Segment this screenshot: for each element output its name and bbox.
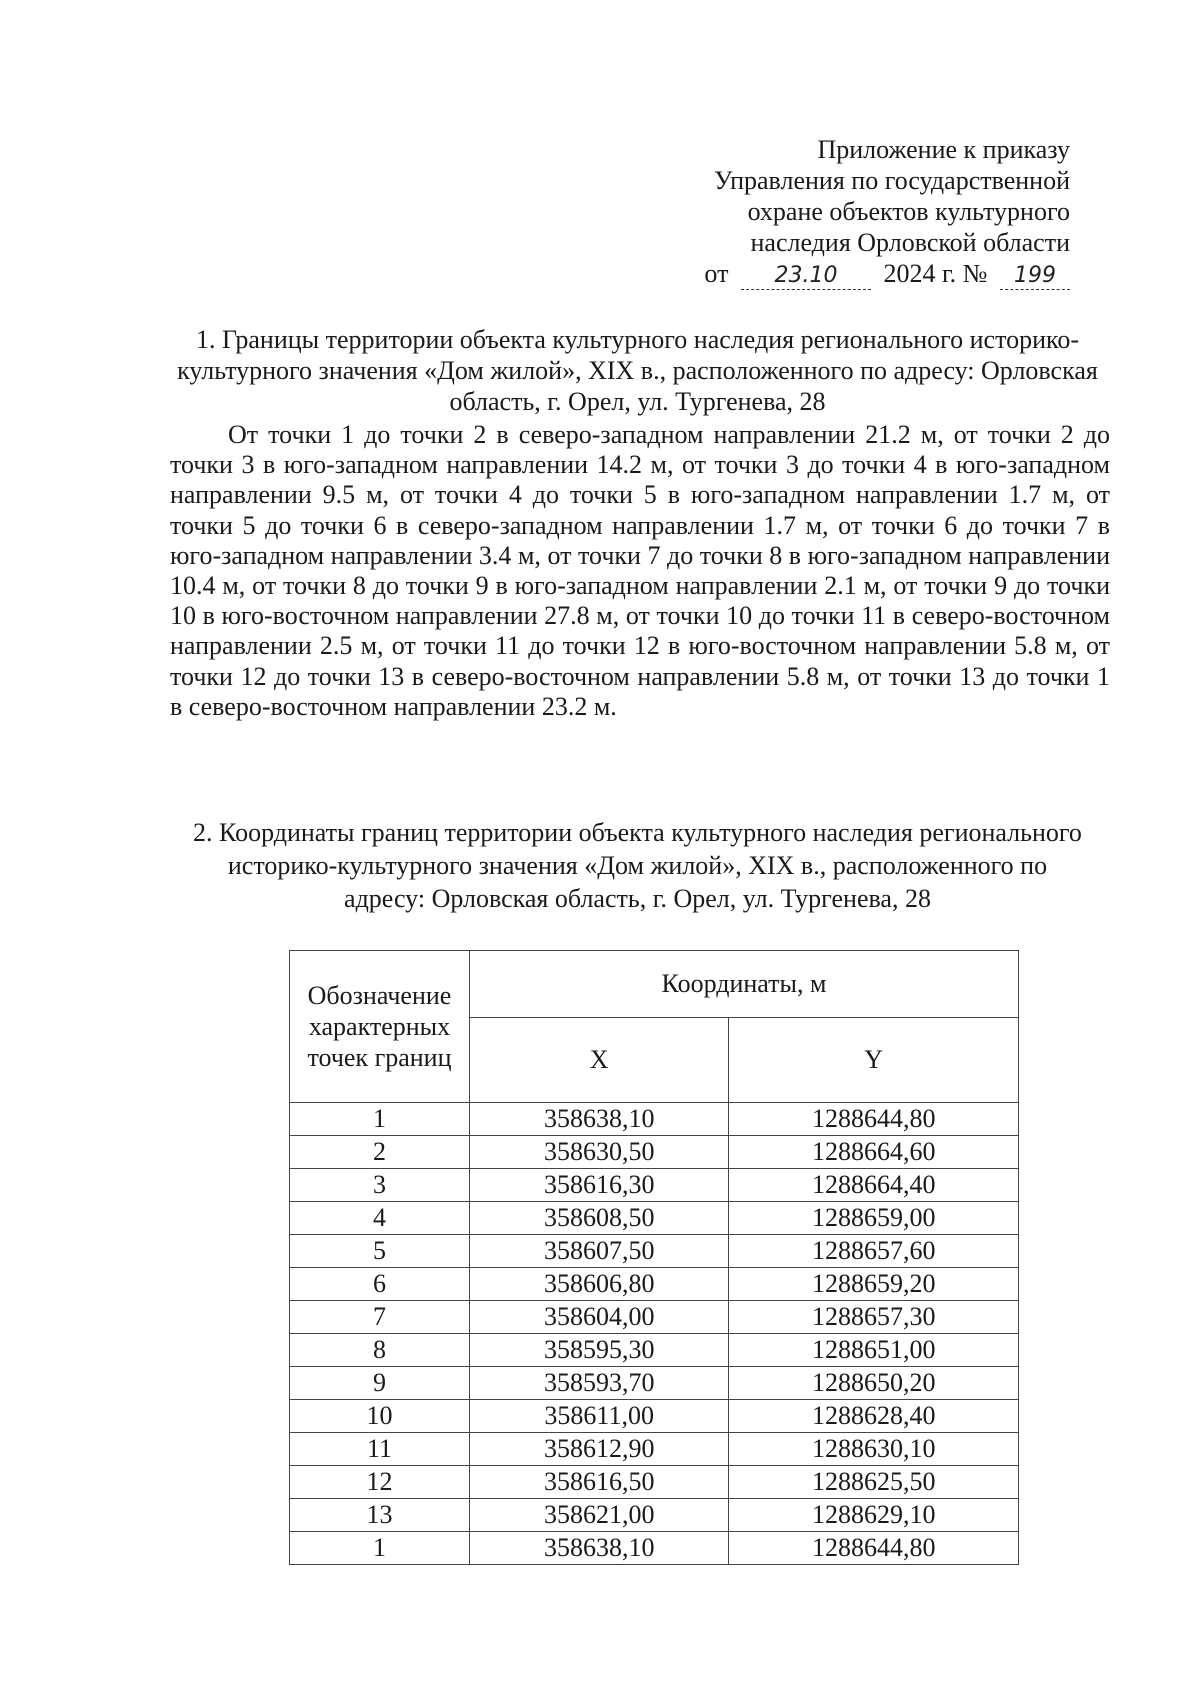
x-coordinate-cell: 358606,80 — [470, 1268, 729, 1301]
point-cell: 7 — [290, 1301, 470, 1334]
x-coordinate-cell: 358638,10 — [470, 1103, 729, 1136]
point-cell: 3 — [290, 1169, 470, 1202]
approval-line-2: Управления по государственной — [713, 166, 1070, 195]
y-coordinate-cell: 1288644,80 — [729, 1532, 1019, 1565]
approval-date-line — [704, 258, 1070, 290]
table-row — [290, 1433, 1019, 1466]
table-row — [290, 1367, 1019, 1400]
point-cell: 11 — [290, 1433, 470, 1466]
y-coordinate-cell: 1288630,10 — [729, 1433, 1019, 1466]
x-coordinate-cell: 358595,30 — [470, 1334, 729, 1367]
x-coordinate-cell: 358621,00 — [470, 1499, 729, 1532]
point-cell: 10 — [290, 1400, 470, 1433]
header-x: X — [470, 1018, 729, 1103]
x-coordinate-cell: 358604,00 — [470, 1301, 729, 1334]
x-coordinate-cell: 358607,50 — [470, 1235, 729, 1268]
table-row — [290, 1268, 1019, 1301]
header-designation: Обозначение характерных точек границ — [290, 951, 470, 1103]
table-row — [290, 1301, 1019, 1334]
date-prefix: от — [704, 259, 729, 288]
header-y: Y — [729, 1018, 1019, 1103]
approval-line-4: наследия Орловской области — [750, 228, 1070, 257]
point-cell: 9 — [290, 1367, 470, 1400]
x-coordinate-cell: 358611,00 — [470, 1400, 729, 1433]
coordinates-table-body — [290, 1103, 1019, 1565]
y-coordinate-cell: 1288659,20 — [729, 1268, 1019, 1301]
table-row — [290, 1235, 1019, 1268]
x-coordinate-cell: 358616,50 — [470, 1466, 729, 1499]
year-text: 2024 г. № — [883, 259, 988, 288]
y-coordinate-cell: 1288625,50 — [729, 1466, 1019, 1499]
header-coordinates: Координаты, м — [470, 951, 1019, 1018]
point-cell: 6 — [290, 1268, 470, 1301]
table-row — [290, 1466, 1019, 1499]
table-row — [290, 1136, 1019, 1169]
x-coordinate-cell: 358638,10 — [470, 1532, 729, 1565]
section-1-boundary-description: От точки 1 до точки 2 в северо-западном направлении 21.2 м, от точки 2 до точки 3 в юго-западном направлении 14.2 м, от точки 3 до точки 4 в юго-западном направлении 9.5 м, от точки 4 до точки 5 в юго-западном направлении 1.7 м, от точки 5 до точки 6 в северо-западном направлении 1.7 м, от точки 6 до точки 7 в юго-западном направлении 3.4 м, от точки 7 до точки 8 в юго-западном направлении 10.4 м, от точки 8 до точки 9 в юго-западном направлении 2.1 м, от точки 9 до точки 10 в юго-восточном направлении 27.8 м, от точки 10 до точки 11 в северо-восточном направлении 2.5 м, от точки 11 до точки 12 в юго-восточном направлении 5.8 м, от точки 12 до точки 13 в северо-восточном направлении 5.8 м, от точки 13 до точки 1 в северо-восточном направлении 23.2 м. — [170, 420, 1110, 721]
point-cell: 8 — [290, 1334, 470, 1367]
point-cell: 2 — [290, 1136, 470, 1169]
table-row — [290, 1400, 1019, 1433]
table-row — [290, 1202, 1019, 1235]
section-1-title: 1. Границы территории объекта культурного наследия регионального историко-культурного значения «Дом жилой», XIX в., расположенного по адресу: Орловская область, г. Орел, ул. Тургенева, 28 — [177, 325, 1098, 416]
x-coordinate-cell: 358608,50 — [470, 1202, 729, 1235]
y-coordinate-cell: 1288659,00 — [729, 1202, 1019, 1235]
y-coordinate-cell: 1288651,00 — [729, 1334, 1019, 1367]
point-cell: 1 — [290, 1103, 470, 1136]
table-row — [290, 1532, 1019, 1565]
table-row — [290, 1103, 1019, 1136]
approval-line-3: охране объектов культурного — [747, 197, 1070, 226]
approval-block — [704, 134, 1070, 290]
handwritten-order-number: 199 — [1000, 263, 1070, 290]
table-row — [290, 1169, 1019, 1202]
y-coordinate-cell: 1288628,40 — [729, 1400, 1019, 1433]
y-coordinate-cell: 1288629,10 — [729, 1499, 1019, 1532]
handwritten-date: 23.10 — [741, 263, 871, 290]
x-coordinate-cell: 358593,70 — [470, 1367, 729, 1400]
section-2-title: 2. Координаты границ территории объекта культурного наследия регионального историко-культурного значения «Дом жилой», XIX в., расположенного по адресу: Орловская область, г. Орел, ул. Тургенева, 28 — [193, 818, 1082, 913]
y-coordinate-cell: 1288664,60 — [729, 1136, 1019, 1169]
point-cell: 4 — [290, 1202, 470, 1235]
table-row — [290, 1334, 1019, 1367]
y-coordinate-cell: 1288657,60 — [729, 1235, 1019, 1268]
x-coordinate-cell: 358616,30 — [470, 1169, 729, 1202]
point-cell: 13 — [290, 1499, 470, 1532]
y-coordinate-cell: 1288664,40 — [729, 1169, 1019, 1202]
point-cell: 1 — [290, 1532, 470, 1565]
y-coordinate-cell: 1288657,30 — [729, 1301, 1019, 1334]
point-cell: 5 — [290, 1235, 470, 1268]
table-row — [290, 1499, 1019, 1532]
y-coordinate-cell: 1288644,80 — [729, 1103, 1019, 1136]
coordinates-table — [289, 950, 1019, 1565]
y-coordinate-cell: 1288650,20 — [729, 1367, 1019, 1400]
point-cell: 12 — [290, 1466, 470, 1499]
x-coordinate-cell: 358630,50 — [470, 1136, 729, 1169]
approval-line-1: Приложение к приказу — [817, 135, 1070, 164]
x-coordinate-cell: 358612,90 — [470, 1433, 729, 1466]
